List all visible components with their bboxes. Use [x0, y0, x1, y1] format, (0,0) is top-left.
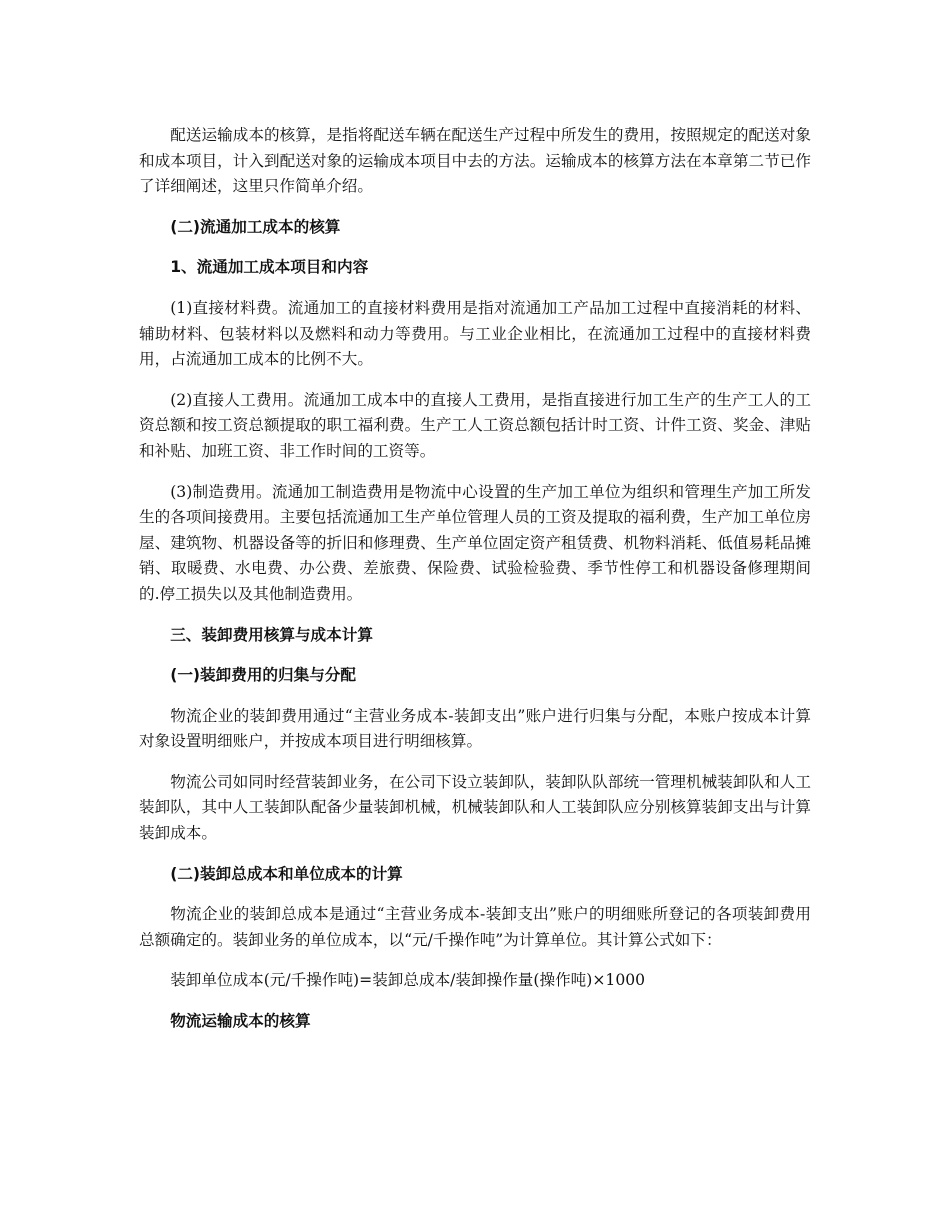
- heading-processing-cost-items: 1、流通加工成本项目和内容: [170, 258, 369, 277]
- paragraph-delivery-transport-cost: 配送运输成本的核算，是指将配送车辆在配送生产过程中所发生的费用，按照规定的配送对象和成本项目，计入到配送对象的运输成本项目中去的方法。运输成本的核算方法在本章第二节已作了详细阐述，这里只作简单介绍。: [139, 126, 811, 196]
- heading-loading-collection: (一)装卸费用的归集与分配: [170, 666, 356, 685]
- heading-loading-cost: 三、装卸费用核算与成本计算: [170, 625, 373, 644]
- paragraph-loading-total-cost: 物流企业的装卸总成本是通过“主营业务成本-装卸支出”账户的明细账所登记的各项装卸费用总额确定的。装卸业务的单位成本，以“元/千操作吨”为计算单位。其计算公式如下：: [139, 905, 811, 949]
- formula-loading-unit-cost: 装卸单位成本(元/千操作吨)=装卸总成本/装卸操作量(操作吨)×1000: [170, 971, 646, 990]
- paragraph-manufacturing-expense: (3)制造费用。流通加工制造费用是物流中心设置的生产加工单位为组织和管理生产加工所发生的各项间接费用。主要包括流通加工生产单位管理人员的工资及提取的福利费，生产加工单位房屋、建筑物、机器设备等的折旧和修理费、生产单位固定资产租赁费、机物料消耗、低值易耗品摊销、取暖费、水电费、办公费、差旅费、保险费、试验检验费、季节性停工和机器设备修理期间的.停工损失以及其他制造费用。: [139, 482, 811, 603]
- paragraph-loading-account: 物流企业的装卸费用通过“主营业务成本-装卸支出”账户进行归集与分配，本账户按成本计算对象设置明细账户，并按成本项目进行明细核算。: [139, 706, 811, 751]
- heading-transport-cost: 物流运输成本的核算: [170, 1012, 311, 1031]
- paragraph-direct-material: (1)直接材料费。流通加工的直接材料费用是指对流通加工产品加工过程中直接消耗的材料、辅助材料、包装材料以及燃料和动力等费用。与工业企业相比，在流通加工过程中的直接材料费用，占流通加工成本的比例不大。: [139, 298, 811, 369]
- paragraph-direct-labor: (2)直接人工费用。流通加工成本中的直接人工费用，是指直接进行加工生产的生产工人的工资总额和按工资总额提取的职工福利费。生产工人工资总额包括计时工资、计件工资、奖金、津贴和补贴、加班工资、非工作时间的工资等。: [139, 390, 811, 460]
- paragraph-loading-team: 物流公司如同时经营装卸业务，在公司下设立装卸队，装卸队队部统一管理机械装卸队和人工装卸队，其中人工装卸队配备少量装卸机械，机械装卸队和人工装卸队应分别核算装卸支出与计算装卸成本。: [139, 772, 811, 843]
- heading-loading-total-cost: (二)装卸总成本和单位成本的计算: [170, 864, 403, 883]
- document-page: [139, 123, 811, 1050]
- heading-processing-cost: (二)流通加工成本的核算: [170, 217, 341, 236]
